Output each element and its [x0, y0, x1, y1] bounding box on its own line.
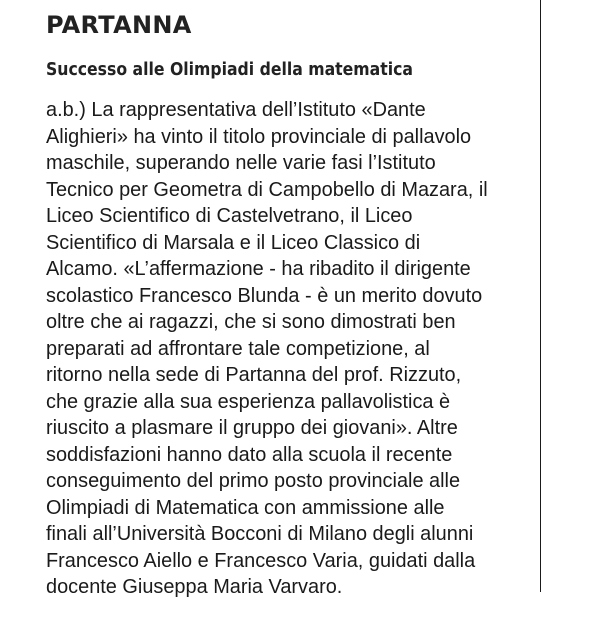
body-line: ritorno nella sede di Partanna del prof. Rizzuto,	[46, 364, 462, 386]
body-line: finali all’Università Bocconi di Milano degli alunni	[46, 523, 474, 545]
body-line: Alcamo. «L’affermazione - ha ribadito il dirigente	[46, 258, 471, 280]
body-line: a.b.) La rappresentativa dell’Istituto «Dante	[46, 99, 426, 121]
body-line: oltre che ai ragazzi, che si sono dimostrati ben	[46, 311, 456, 333]
body-line: scolastico Francesco Blunda - è un merito dovuto	[46, 284, 483, 307]
body-line: Liceo Scientifico di Castelvetrano, il Liceo	[46, 205, 413, 227]
body-line: docente Giuseppa Maria Varvaro.	[46, 576, 343, 598]
article-kicker: PARTANNA	[46, 11, 192, 39]
body-line: che grazie alla sua esperienza pallavolistica è	[46, 390, 451, 413]
body-line: riuscito a plasmare il gruppo dei giovani». Altre	[46, 417, 458, 439]
article	[46, 10, 526, 601]
column-divider	[540, 0, 541, 592]
body-line: maschile, superando nelle varie fasi l’Istituto	[46, 152, 436, 174]
body-line: Francesco Aiello e Francesco Varia, guidati dalla	[46, 549, 476, 572]
body-line: preparati ad affrontare tale competizione, al	[46, 337, 430, 360]
body-line: Scientifico di Marsala e il Liceo Classico di	[46, 231, 421, 254]
article-headline: Successo alle Olimpiadi della matematica	[46, 60, 413, 80]
body-line: Tecnico per Geometra di Campobello di Mazara, il	[46, 178, 488, 201]
body-line: Olimpiadi di Matematica con ammissione alle	[46, 496, 445, 519]
body-line: Alighieri» ha vinto il titolo provinciale di pallavolo	[46, 125, 472, 148]
body-line: soddisfazioni hanno dato alla scuola il recente	[46, 443, 453, 466]
body-line: conseguimento del primo posto provinciale alle	[46, 470, 461, 492]
article-body	[46, 97, 526, 601]
